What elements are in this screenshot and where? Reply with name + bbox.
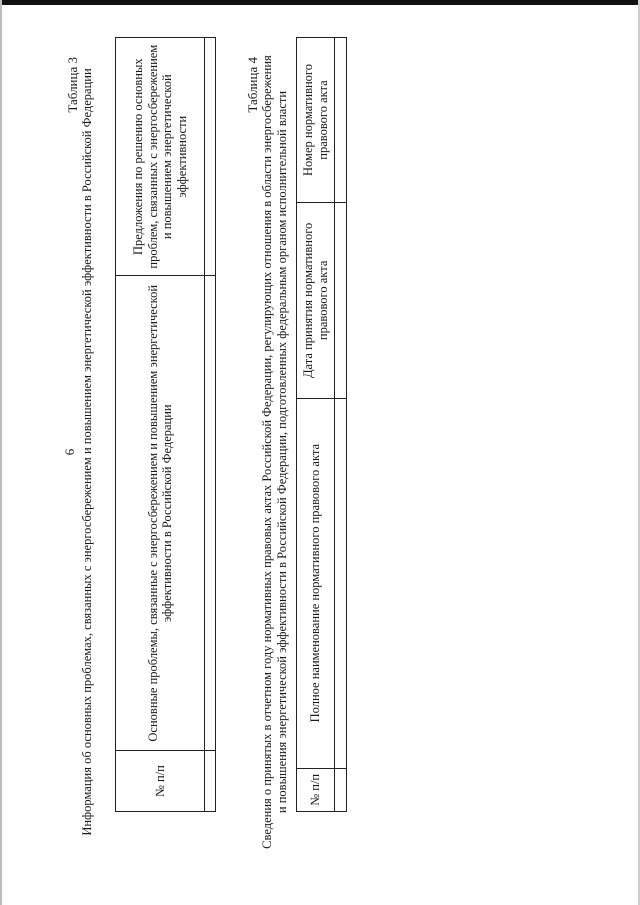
table3-col-problems: Основные проблемы, связанные с энергосбережением и повышением энергетической эффективности в Российской Федерации: [116, 276, 205, 751]
table4-col-act-date: Дата принятия нормативного правового акта: [297, 202, 335, 398]
table4-col-number: № п/п: [297, 768, 335, 811]
scan-edge-left: [0, 0, 2, 905]
table3-empty-cell: [205, 751, 216, 812]
table3-col-number: № п/п: [116, 751, 205, 812]
table3-empty-row: [205, 38, 216, 812]
table3-heading: Информация об основных проблемах, связанных с энергосбережением и повышением энергетической эффективности в Российской Федерации: [80, 68, 94, 836]
table3-header-row: [116, 38, 205, 812]
table3-empty-cell: [205, 276, 216, 751]
table4-header-row: [297, 38, 335, 812]
table4-empty-cell: [335, 398, 347, 768]
table4-label: Таблица 4: [245, 57, 260, 113]
table4-empty-row: [335, 38, 347, 812]
table3-label: Таблица 3: [65, 57, 80, 113]
table4-empty-cell: [335, 202, 347, 398]
table4-heading: Сведения о принятых в отчетном году нормативных правовых актах Российской Федерации, регулирующих отношения в области энергосбережения и повышения энергетической эффективности в Российской Федерации, подготовленных федеральным органом исполнительной власти: [260, 55, 289, 849]
table4-col-act-number: Номер нормативного правового акта: [297, 38, 335, 203]
table3-empty-cell: [205, 38, 216, 276]
rotated-page-content: [60, 32, 460, 872]
table3: [115, 37, 216, 812]
page-number: 6: [62, 448, 77, 456]
table3-col-proposals: Предложения по решению основных проблем, связанных с энергосбережением и повышением энергетической эффективности: [116, 38, 205, 276]
scan-edge-top: [0, 0, 640, 5]
table4-empty-cell: [335, 768, 347, 811]
table4-col-act-name: Полное наименование нормативного правового акта: [297, 398, 335, 768]
table4: [296, 37, 347, 812]
table4-empty-cell: [335, 38, 347, 203]
